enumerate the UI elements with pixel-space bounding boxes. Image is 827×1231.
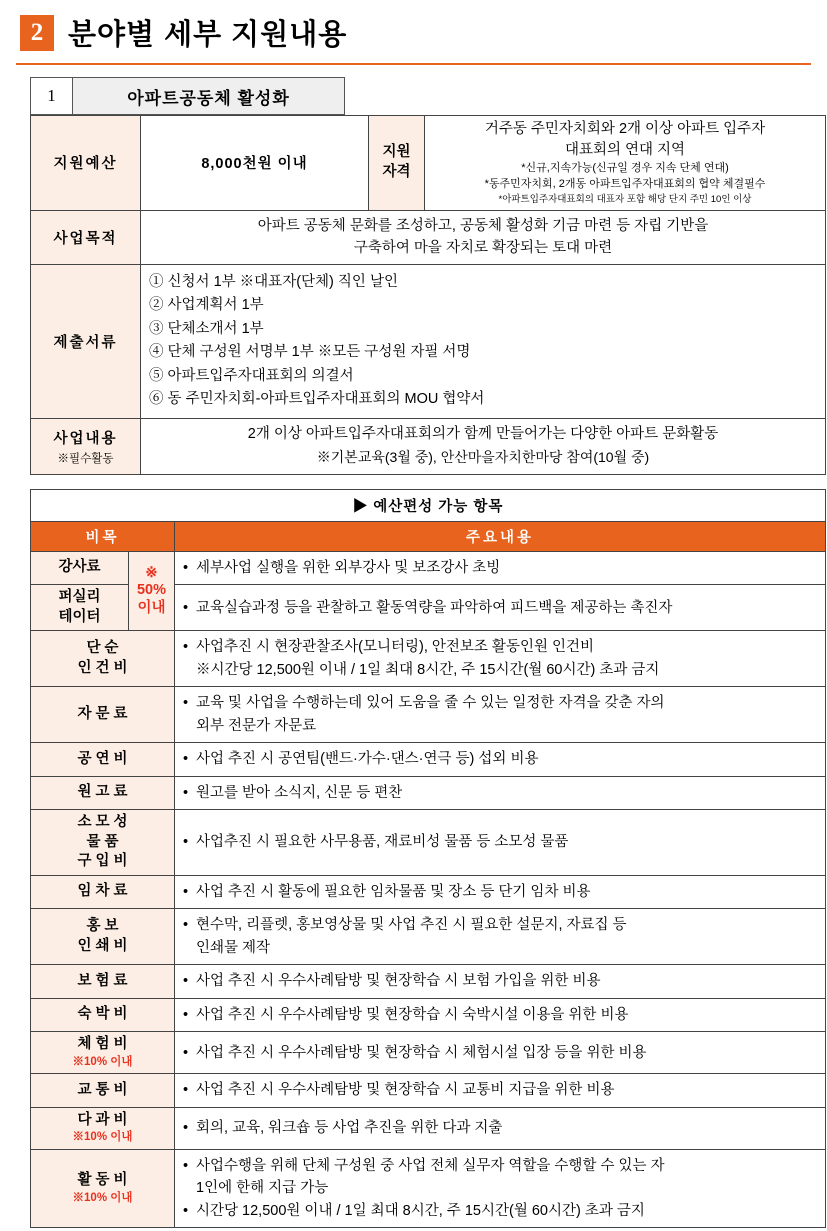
documents-list <box>141 264 826 418</box>
desc-continuation: 1인에 한해 지급 가능 <box>196 1180 329 1197</box>
desc-line: • 교육실습과정 등을 관찰하고 활동역량을 파악하여 피드백을 제공하는 촉진자 <box>183 597 819 619</box>
table-row <box>31 1032 826 1074</box>
document-item: ① 신청서 1부 ※대표자(단체) 직인 날인 <box>149 273 398 290</box>
budget-item-name <box>31 810 175 876</box>
document-item: ④ 단체 구성원 서명부 1부 ※모든 구성원 자필 서명 <box>149 344 471 361</box>
budget-item-description <box>175 585 826 631</box>
budget-item-description <box>175 551 826 584</box>
budget-item-name: 강사료 <box>31 551 129 584</box>
percent-mark: ※ <box>145 565 158 582</box>
budget-item-name: 교 통 비 <box>31 1074 175 1107</box>
item-line1: 체 험 비 <box>77 1036 128 1053</box>
row-label-content <box>31 418 141 474</box>
section-number-badge: 2 <box>20 15 54 51</box>
table-row <box>31 875 826 908</box>
budget-item-name: 보 험 료 <box>31 965 175 998</box>
budget-item-description <box>175 631 826 687</box>
table-row <box>31 965 826 998</box>
item-line3: 구 입 비 <box>77 853 128 870</box>
document-item: ⑤ 아파트입주자대표회의 의결서 <box>149 367 354 384</box>
desc-continuation: 인쇄물 제작 <box>196 939 271 956</box>
desc-line: • 시간당 12,500원 이내 / 1일 최대 8시간, 주 15시간(월 60시간) 초과 금지 <box>183 1200 819 1222</box>
table-row-documents <box>31 264 826 418</box>
budget-item-name <box>31 631 175 687</box>
budget-table-header-row <box>31 521 826 551</box>
section1-title-box <box>30 77 345 115</box>
table-row <box>31 810 826 876</box>
document-item: ③ 단체소개서 1부 <box>149 320 264 337</box>
budget-item-name: 자 문 료 <box>31 687 175 743</box>
budget-items-table <box>30 489 826 1228</box>
item-line2: 인 쇄 비 <box>77 937 128 954</box>
desc-continuation: 외부 전문가 자문료 <box>196 717 317 734</box>
desc-line: • 사업 추진 시 우수사례탐방 및 현장학습 시 보험 가입을 위한 비용 <box>183 970 819 992</box>
content-label-main: 사업내용 <box>53 430 118 447</box>
table-row-purpose <box>31 210 826 264</box>
budget-item-name: 공 연 비 <box>31 743 175 776</box>
item-line1: 활 동 비 <box>77 1172 128 1189</box>
budget-item-description <box>175 875 826 908</box>
desc-line: • 사업추진 시 현장관찰조사(모니터링), 안전보조 활동인원 인건비 <box>183 636 819 658</box>
budget-amount: 8,000천원 이내 <box>141 116 369 211</box>
item-line1: 홍 보 <box>86 918 119 935</box>
desc-line: • 사업 추진 시 공연팀(밴드·가수·댄스·연극 등) 섭외 비용 <box>183 748 819 770</box>
desc-line-text: 사업수행을 위해 단체 구성원 중 사업 전체 실무자 역할을 수행할 수 있는 자 <box>196 1157 665 1174</box>
desc-line: • 현수막, 리플렛, 홍보영상물 및 사업 추진 시 필요한 설문지, 자료집 등 <box>183 914 819 936</box>
desc-continuation: ※시간당 12,500원 이내 / 1일 최대 8시간, 주 15시간(월 60시간) 초과 금지 <box>196 661 660 678</box>
desc-line: • 사업 추진 시 우수사례탐방 및 현장학습 시 숙박시설 이용을 위한 비용 <box>183 1004 819 1026</box>
budget-item-percent <box>129 551 175 631</box>
item-line1: 다 과 비 <box>77 1111 128 1128</box>
desc-line: • 사업 추진 시 우수사례탐방 및 현장학습 시 교통비 지급을 위한 비용 <box>183 1079 819 1101</box>
budget-item-name: 임 차 료 <box>31 875 175 908</box>
qualification-label-line1: 지원 <box>382 144 411 161</box>
content-detail <box>141 418 826 474</box>
budget-item-name <box>31 1149 175 1227</box>
budget-item-name <box>31 1032 175 1074</box>
item-line1: 단 순 <box>86 640 119 657</box>
budget-item-description <box>175 1107 826 1149</box>
column-header-detail: 주요내용 <box>175 521 826 551</box>
table-row <box>31 743 826 776</box>
table-row <box>31 909 826 965</box>
desc-line: • 회의, 교육, 워크숍 등 사업 추진을 위한 다과 지출 <box>183 1117 819 1139</box>
content-line1: 2개 이상 아파트입주자대표회의가 함께 만들어가는 다양한 아파트 문화활동 <box>247 425 719 442</box>
qualification-note-2: *동주민자치회, 2개동 아파트입주자대표회의 협약 체결필수 <box>484 177 766 190</box>
budget-item-description <box>175 1074 826 1107</box>
section1-number: 1 <box>31 78 73 114</box>
row-label-qualification <box>369 116 425 211</box>
purpose-line2: 구축하여 마을 자치로 확장되는 토대 마련 <box>353 240 613 257</box>
qualification-label-line2: 자격 <box>382 163 411 180</box>
content-line2: ※기본교육(3월 중), 안산마을자치한마당 참여(10월 중) <box>316 448 650 465</box>
support-detail-table <box>30 115 826 475</box>
row-label-budget: 지원예산 <box>31 116 141 211</box>
column-header-item: 비목 <box>31 521 175 551</box>
page-header <box>14 10 813 59</box>
desc-line: • 사업 추진 시 우수사례탐방 및 현장학습 시 체험시설 입장 등을 위한 비용 <box>183 1042 819 1064</box>
qualification-note-1: *신규,지속가능(신규일 경우 지속 단체 연대) <box>521 162 729 175</box>
content-label-sub: ※필수활동 <box>57 452 114 465</box>
table-row <box>31 1149 826 1227</box>
table-row <box>31 776 826 809</box>
qualification-main-line2: 대표회의 연대 지역 <box>564 142 686 159</box>
section1-name: 아파트공동체 활성화 <box>73 78 344 114</box>
budget-item-description <box>175 1032 826 1074</box>
purpose-detail <box>141 210 826 264</box>
qualification-detail <box>425 116 826 211</box>
budget-table-title-row <box>31 489 826 521</box>
desc-line: • 세부사업 실행을 위한 외부강사 및 보조강사 초빙 <box>183 557 819 579</box>
document-item: ⑥ 동 주민자치회-아파트입주자대표회의 MOU 협약서 <box>149 391 485 408</box>
item-line1: 퍼실리 <box>58 589 101 606</box>
table-row <box>31 1107 826 1149</box>
desc-line: • 교육 및 사업을 수행하는데 있어 도움을 줄 수 있는 일정한 자격을 갖춘 자의 <box>183 692 819 714</box>
page-title: 분야별 세부 지원내용 <box>68 19 348 51</box>
qualification-note-3: *아파트입주자대표회의 대표자 포함 해당 단지 주민 10인 이상 <box>498 193 752 205</box>
qualification-main-line1: 거주동 주민자치회와 2개 이상 아파트 입주자 <box>484 121 766 137</box>
budget-item-name <box>31 909 175 965</box>
budget-item-name <box>31 585 129 631</box>
table-row <box>31 1074 826 1107</box>
item-limit-note: ※10% 이내 <box>72 1055 133 1068</box>
item-line2: 물 품 <box>86 833 119 850</box>
purpose-line1: 아파트 공동체 문화를 조성하고, 공동체 활성화 기금 마련 등 자립 기반을 <box>257 217 709 234</box>
budget-item-name: 원 고 료 <box>31 776 175 809</box>
desc-line <box>183 1155 819 1200</box>
table-row <box>31 998 826 1031</box>
table-row <box>31 551 826 584</box>
row-label-purpose: 사업목적 <box>31 210 141 264</box>
desc-line: • 사업 추진 시 활동에 필요한 임차물품 및 장소 등 단기 임차 비용 <box>183 881 819 903</box>
item-line1: 소 모 성 <box>77 814 128 831</box>
table-row-budget <box>31 116 826 211</box>
budget-table-title: ▶ 예산편성 가능 항목 <box>31 489 826 521</box>
item-limit-note: ※10% 이내 <box>72 1191 133 1204</box>
percent-limit: 이내 <box>137 599 166 616</box>
budget-item-description <box>175 998 826 1031</box>
row-label-documents: 제출서류 <box>31 264 141 418</box>
percent-value: 50% <box>136 582 167 599</box>
budget-item-description <box>175 965 826 998</box>
table-row-content <box>31 418 826 474</box>
budget-item-description <box>175 743 826 776</box>
table-row <box>31 631 826 687</box>
budget-item-description <box>175 687 826 743</box>
budget-item-name: 숙 박 비 <box>31 998 175 1031</box>
item-limit-note: ※10% 이내 <box>72 1131 133 1144</box>
document-item: ② 사업계획서 1부 <box>149 297 264 314</box>
desc-line: • 원고를 받아 소식지, 신문 등 편찬 <box>183 782 819 804</box>
table-row <box>31 687 826 743</box>
item-line2: 테이터 <box>58 608 101 625</box>
budget-item-description <box>175 909 826 965</box>
budget-item-name <box>31 1107 175 1149</box>
budget-item-description <box>175 776 826 809</box>
budget-item-description <box>175 810 826 876</box>
item-line2: 인 건 비 <box>77 659 128 676</box>
header-divider <box>16 63 811 65</box>
desc-line: • 사업추진 시 필요한 사무용품, 재료비성 물품 등 소모성 물품 <box>183 831 819 853</box>
budget-item-description <box>175 1149 826 1227</box>
